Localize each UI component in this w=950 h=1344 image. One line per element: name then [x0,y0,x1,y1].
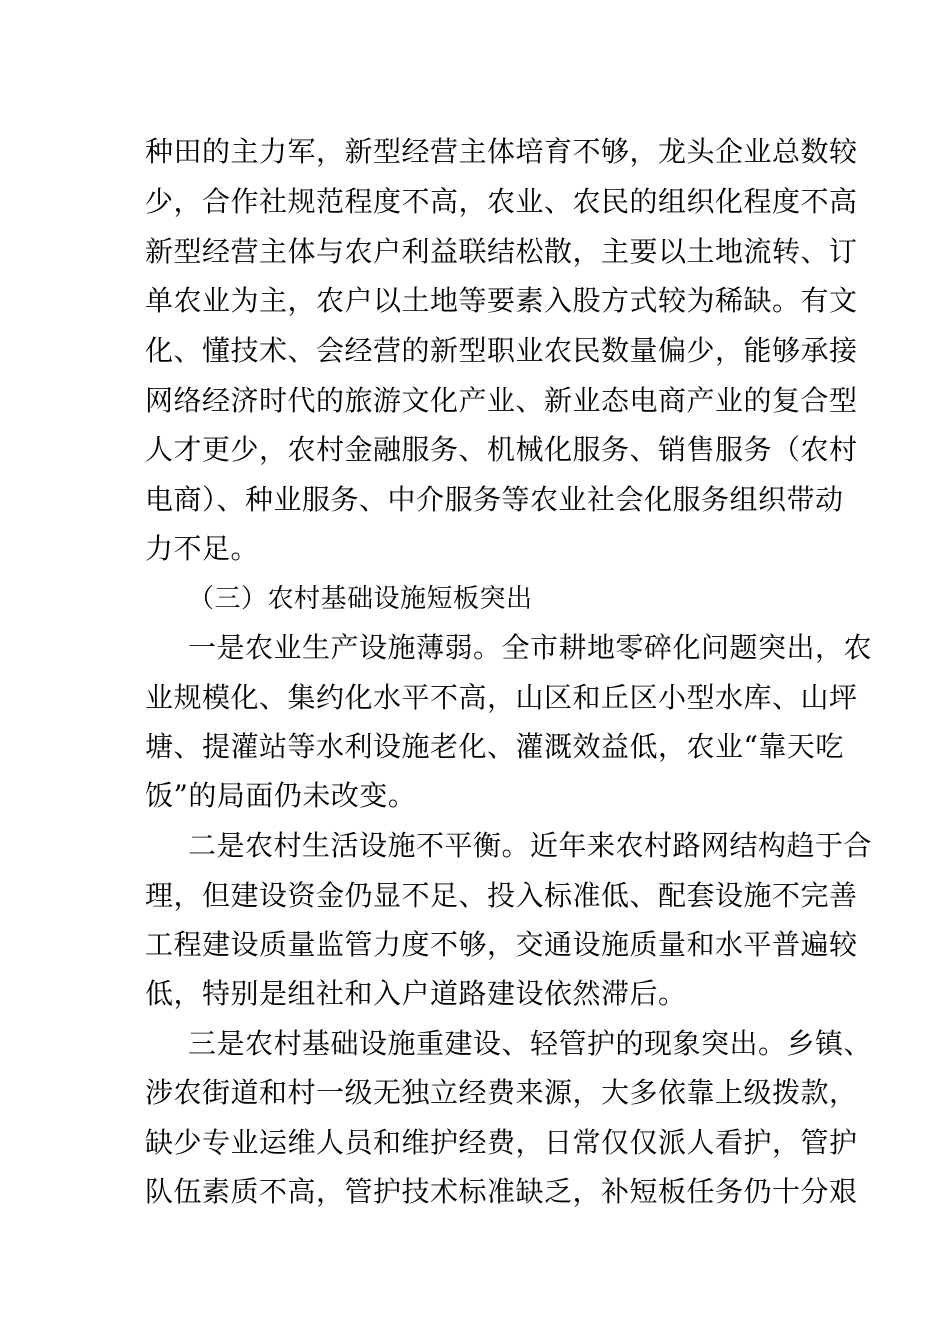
text-line: 人才更少，农村金融服务、机械化服务、销售服务（农村 [145,433,858,466]
text-line: 塘、提灌站等水利设施老化、灌溉效益低，农业“靠天吃 [145,730,844,763]
section-heading: （三）农村基础设施短板突出 [188,584,533,614]
text-line: 队伍素质不高，管护技术标准缺乏，补短板任务仍十分艰 [145,1175,858,1208]
text-line: 电商）、种业服务、中介服务等农业社会化服务组织带动 [145,483,844,516]
text-line: 低，特别是组社和入户道路建设依然滞后。 [145,977,687,1010]
text-line: 种田的主力军，新型经营主体培育不够，龙头企业总数较 [145,135,858,168]
text-line: 化、懂技术、会经营的新型职业农民数量偏少，能够承接 [145,334,858,367]
text-line: 新型经营主体与农户利益联结松散，主要以土地流转、订 [145,235,858,268]
text-line: 涉农街道和村一级无独立经费来源，大多依靠上级拨款， [145,1076,858,1109]
paragraph-start-line: 一是农业生产设施薄弱。全市耕地零碎化问题突出，农 [188,631,873,664]
text-line: 网络经济时代的旅游文化产业、新业态电商产业的复合型 [145,384,858,417]
text-line: 力不足。 [145,532,260,565]
text-line: 工程建设质量监管力度不够，交通设施质量和水平普遍较 [145,928,858,961]
paragraph-start-line: 二是农村生活设施不平衡。近年来农村路网结构趋于合 [188,829,873,862]
text-line: 业规模化、集约化水平不高，山区和丘区小型水库、山坪 [145,681,858,714]
paragraph-start-line: 三是农村基础设施重建设、轻管护的现象突出。乡镇、 [188,1027,873,1060]
text-line: 单农业为主，农户以土地等要素入股方式较为稀缺。有文 [145,284,858,317]
text-line: 理，但建设资金仍显不足、投入标准低、配套设施不完善 [145,879,858,912]
text-line: 少，合作社规范程度不高，农业、农民的组织化程度不高 [145,185,858,218]
text-line: 饭”的局面仍未改变。 [145,779,417,812]
text-line: 缺少专业运维人员和维护经费，日常仅仅派人看护，管护 [145,1126,858,1159]
